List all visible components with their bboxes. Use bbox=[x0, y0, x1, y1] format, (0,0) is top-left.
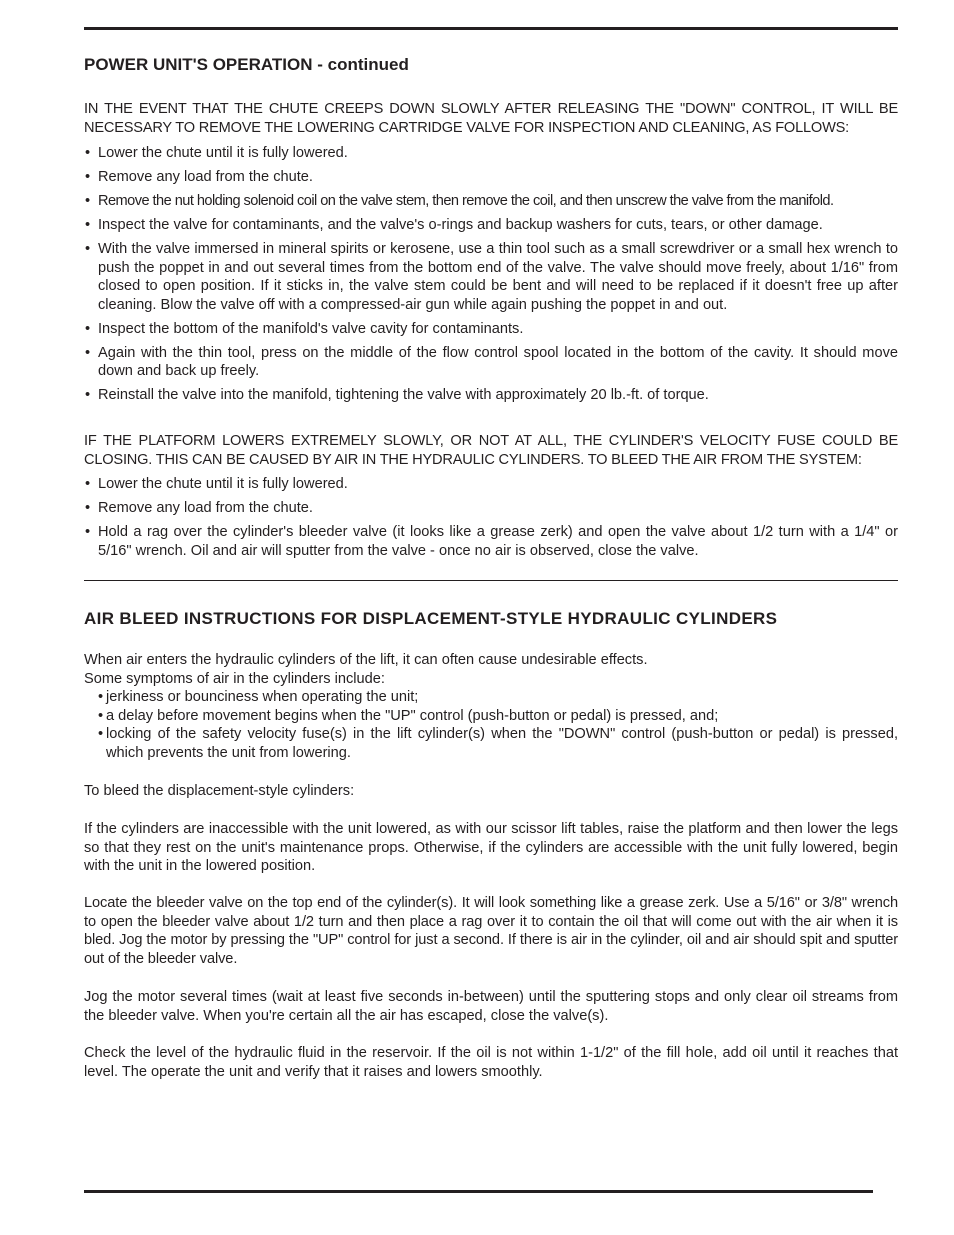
locate-valve-paragraph: Locate the bleeder valve on the top end of the cylinder(s). It will look something like a grease zerk. Use a 5/16" or 3/8" wrench to open the bleeder valve about 1/2 turn and then place a rag over it to contain the oil that will come out with the air when it is bled. Jog the motor by pressing the "UP" control for just a second. If there is air in the cylinder, oil and air should spit and sputter out of the bleeder valve. bbox=[84, 895, 898, 967]
section-title-air-bleed: AIR BLEED INSTRUCTIONS FOR DISPLACEMENT-STYLE HYDRAULIC CYLINDERS bbox=[84, 609, 778, 628]
list-item: • With the valve immersed in mineral spirits or kerosene, use a thin tool such as a small screwdriver or a small hex wrench to push the poppet in and out several times from the bottom end of the valve. The valve should move freely, about 1/16" from closed to open position. If it sticks in, the valve stem could be bent and will need to be replaced if it doesn't free up after cleaning. Blow the valve off with a compressed-air gun while again pushing the poppet in and out. bbox=[84, 240, 898, 314]
check-fluid-paragraph: Check the level of the hydraulic fluid in the reservoir. If the oil is not within 1-1/2" of the fill hole, add oil until it reaches that level. The operate the unit and verify that it raises and lowers smoothly. bbox=[84, 1045, 898, 1080]
list-item: • Remove the nut holding solenoid coil on the valve stem, then remove the coil, and then unscrew the valve from the manifold. bbox=[84, 192, 898, 211]
intro-paragraph-velocity-fuse: IF THE PLATFORM LOWERS EXTREMELY SLOWLY, OR NOT AT ALL, THE CYLINDER'S VELOCITY FUSE COULD BE CLOSING. THIS CAN BE CAUSED BY AIR IN THE HYDRAULIC CYLINDERS. TO BLEED THE AIR FROM THE SYSTEM: bbox=[84, 433, 898, 468]
symptoms-list bbox=[84, 688, 898, 762]
list-item: • Remove any load from the chute. bbox=[84, 168, 898, 187]
symptoms-block bbox=[84, 651, 898, 762]
list-item: • Remove any load from the chute. bbox=[84, 499, 898, 518]
section-title-power-unit: POWER UNIT'S OPERATION - continued bbox=[84, 55, 409, 74]
bottom-rule bbox=[84, 1190, 873, 1193]
list-item: • a delay before movement begins when the "UP" control (push-button or pedal) is pressed, and; bbox=[84, 707, 898, 726]
jog-motor-paragraph: Jog the motor several times (wait at least five seconds in-between) until the sputtering stops and only clear oil streams from the bleeder valve. When you're certain all the air has escaped, close the valve(s). bbox=[84, 989, 898, 1024]
bleed-intro-paragraph: To bleed the displacement-style cylinders: bbox=[84, 783, 355, 799]
list-item: • Again with the thin tool, press on the middle of the flow control spool located in the bottom of the cavity. It should move down and back up freely. bbox=[84, 344, 898, 381]
access-paragraph: If the cylinders are inaccessible with the unit lowered, as with our scissor lift tables, raise the platform and then lower the legs so that they rest on the unit's maintenance props. Otherwise, if the cylinders are accessible with the unit fully lowered, begin with the unit in the lowered position. bbox=[84, 821, 898, 874]
intro-paragraph-creep: IN THE EVENT THAT THE CHUTE CREEPS DOWN SLOWLY AFTER RELEASING THE "DOWN" CONTROL, IT WILL BE NECESSARY TO REMOVE THE LOWERING CARTRIDGE VALVE FOR INSPECTION AND CLEANING, AS FOLLOWS: bbox=[84, 101, 898, 136]
symptoms-lead: Some symptoms of air in the cylinders include: bbox=[84, 670, 385, 687]
list-item: • Hold a rag over the cylinder's bleeder valve (it looks like a grease zerk) and open the valve about 1/2 turn with a 1/4" or 5/16" wrench. Oil and air will sputter from the valve - once no air is observed, close the valve. bbox=[84, 523, 898, 560]
intro-line: When air enters the hydraulic cylinders of the lift, it can often cause undesirable effects. bbox=[84, 652, 648, 668]
list-item: • Inspect the valve for contaminants, and the valve's o-rings and backup washers for cuts, tears, or other damage. bbox=[84, 216, 898, 235]
top-rule bbox=[84, 27, 898, 30]
list-item: • Reinstall the valve into the manifold, tightening the valve with approximately 20 lb.-ft. of torque. bbox=[84, 386, 898, 405]
list-item: • Lower the chute until it is fully lowered. bbox=[84, 475, 898, 494]
air-bleed-steps bbox=[84, 475, 898, 566]
list-item: • jerkiness or bounciness when operating the unit; bbox=[84, 688, 898, 707]
list-item: • Inspect the bottom of the manifold's valve cavity for contaminants. bbox=[84, 320, 898, 339]
list-item: • Lower the chute until it is fully lowered. bbox=[84, 144, 898, 163]
section-divider bbox=[84, 580, 898, 581]
cartridge-valve-steps bbox=[84, 144, 898, 410]
list-item: • locking of the safety velocity fuse(s) in the lift cylinder(s) when the "DOWN" control (push-button or pedal) is pressed, which prevents the unit from lowering. bbox=[84, 725, 898, 762]
